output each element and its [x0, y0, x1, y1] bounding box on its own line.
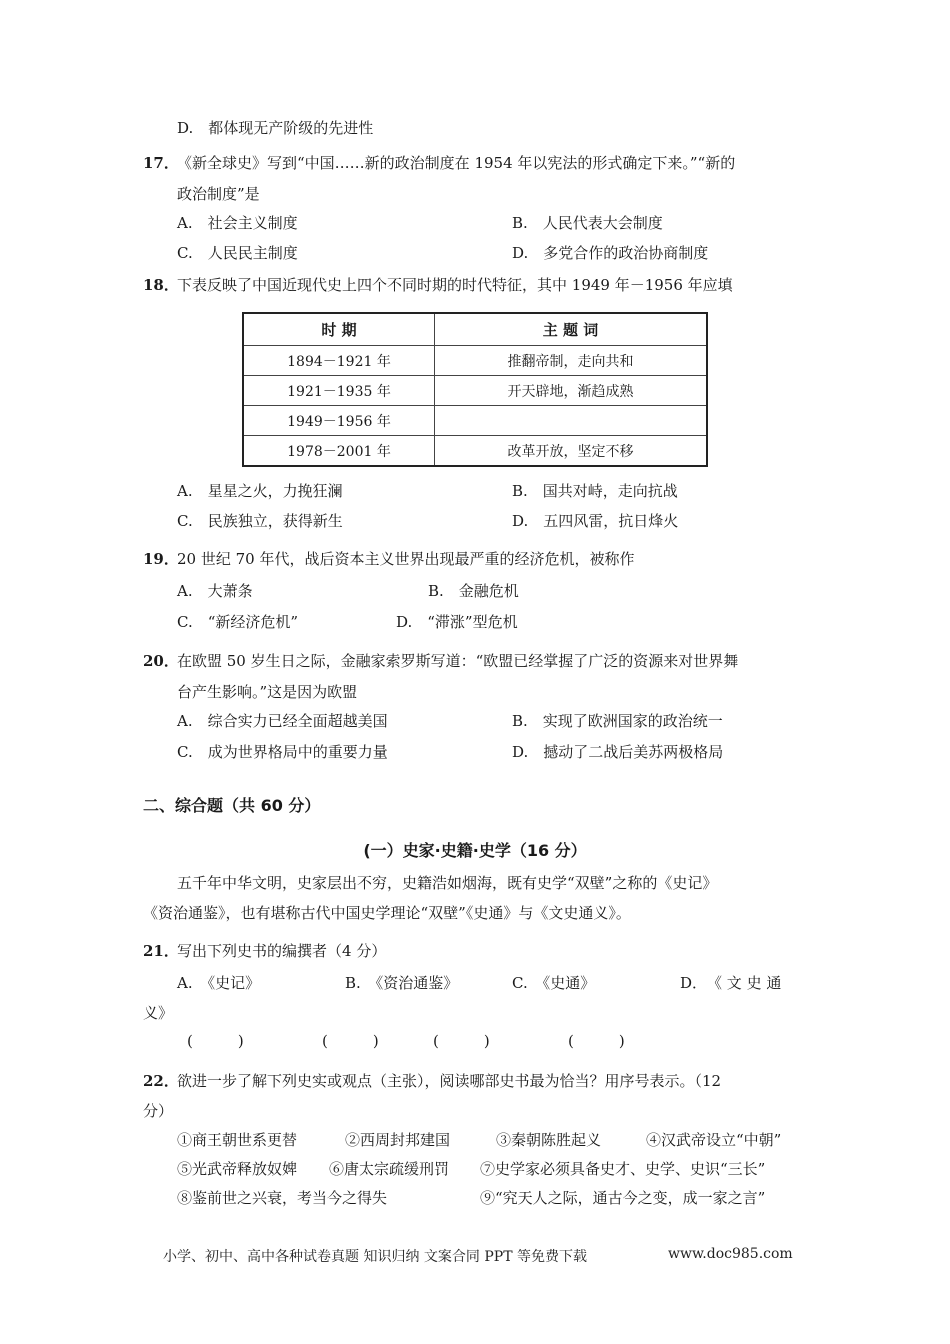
table-row: [243, 406, 707, 436]
q22-item: ⑧鉴前世之兴衰，考当今之得失: [177, 1189, 388, 1207]
q21-number: 21．: [143, 942, 179, 960]
q22-item: ④汉武帝设立“中朝”: [646, 1131, 782, 1149]
part-title: (一）史家·史籍·史学（16 分）: [363, 841, 587, 860]
q22-item: ⑥唐太宗疏缓刑罚: [329, 1160, 450, 1178]
q21-option-d: D． 《 文 史 通: [680, 974, 782, 992]
q20-option-d: D. 撼动了二战后美苏两极格局: [512, 743, 724, 761]
q18-option-d: D. 五四风雷，抗日烽火: [512, 512, 679, 530]
period-table: [242, 312, 708, 467]
q18-option-a: A. 星星之火，力挽狂澜: [177, 482, 343, 500]
q18-option-b: B. 国共对峙，走向抗战: [512, 482, 678, 500]
footer-url[interactable]: www.doc985.com: [668, 1246, 793, 1262]
q21-answer-blank-b[interactable]: ( ): [322, 1032, 379, 1050]
q21-option-b: B. 《资治通鉴》: [345, 974, 459, 992]
q22-item: ①商王朝世系更替: [177, 1131, 298, 1149]
table-cell-theme-blank: [435, 406, 708, 436]
q19-number: 19．: [143, 550, 179, 568]
q18-option-c: C. 民族独立，获得新生: [177, 512, 343, 530]
q20-option-c: C. 成为世界格局中的重要力量: [177, 743, 388, 761]
q22-item: ⑨“究天人之际，通古今之变，成一家之言”: [480, 1189, 766, 1207]
table-cell-period: 1978－2001 年: [243, 436, 435, 467]
q19-stem: 20 世纪 70 年代，战后资本主义世界出现最严重的经济危机，被称作: [177, 550, 635, 568]
q17-number: 17．: [143, 154, 179, 172]
q19-option-b: B. 金融危机: [428, 582, 519, 600]
q22-item: ⑤光武帝释放奴婢: [177, 1160, 298, 1178]
table-cell-period: 1921－1935 年: [243, 376, 435, 406]
q21-answer-blank-c[interactable]: ( ): [433, 1032, 490, 1050]
q17-option-d: D. 多党合作的政治协商制度: [512, 244, 709, 262]
q18-number: 18．: [143, 276, 179, 294]
table-header-period: 时 期: [243, 313, 435, 346]
q21-option-d-cont: 义》: [143, 1004, 174, 1022]
footer-text: 小学、初中、高中各种试卷真题 知识归纳 文案合同 PPT 等免费下载: [163, 1249, 587, 1265]
table-cell-theme: 推翻帝制，走向共和: [435, 346, 708, 376]
q17-stem-line2: 政治制度”是: [177, 185, 260, 203]
q21-stem: 写出下列史书的编撰者（4 分）: [177, 942, 387, 960]
q22-stem-line1: 欲进一步了解下列史实或观点（主张），阅读哪部史书最为恰当？用序号表示。（12: [177, 1072, 722, 1090]
q18-stem: 下表反映了中国近现代史上四个不同时期的时代特征，其中 1949 年－1956 年应填: [177, 276, 733, 294]
q19-option-a: A. 大萧条: [177, 582, 253, 600]
q17-option-c: C. 人民民主制度: [177, 244, 298, 262]
table-header-theme: 主 题 词: [435, 313, 708, 346]
q20-option-a: A. 综合实力已经全面超越美国: [177, 712, 388, 730]
table-row: [243, 376, 707, 406]
table-header-row: [243, 313, 707, 346]
q17-option-a: A. 社会主义制度: [177, 214, 298, 232]
table-row: [243, 436, 707, 467]
table-cell-period: 1949－1956 年: [243, 406, 435, 436]
section-title: 二、综合题（共 60 分）: [143, 796, 321, 815]
q21-option-c: C. 《史通》: [512, 974, 596, 992]
table-cell-theme: 改革开放，坚定不移: [435, 436, 708, 467]
q20-option-b: B. 实现了欧洲国家的政治统一: [512, 712, 723, 730]
q22-item: ⑦史学家必须具备史才、史学、史识“三长”: [480, 1160, 766, 1178]
q19-option-d: D. “滞涨”型危机: [396, 613, 518, 631]
q22-item: ③秦朝陈胜起义: [496, 1131, 602, 1149]
q21-option-a: A. 《史记》: [177, 974, 261, 992]
q21-answer-blank-d[interactable]: ( ): [568, 1032, 625, 1050]
q21-answer-blank-a[interactable]: ( ): [187, 1032, 244, 1050]
table-cell-period: 1894－1921 年: [243, 346, 435, 376]
q22-item: ②西周封邦建国: [345, 1131, 451, 1149]
q22-number: 22．: [143, 1072, 179, 1090]
q20-number: 20．: [143, 652, 179, 670]
table-cell-theme: 开天辟地，渐趋成熟: [435, 376, 708, 406]
q20-stem-line2: 台产生影响。”这是因为欧盟: [177, 683, 358, 701]
table-row: [243, 346, 707, 376]
q16-option-d: D. 都体现无产阶级的先进性: [177, 119, 374, 137]
q19-option-c: C. “新经济危机”: [177, 613, 299, 631]
q22-stem-line2: 分）: [143, 1102, 174, 1120]
part-intro-line2: 《资治通鉴》，也有堪称古代中国史学理论“双壁”《史通》与《文史通义》。: [143, 904, 631, 922]
q17-stem-line1: 《新全球史》写到“中国……新的政治制度在 1954 年以宪法的形式确定下来。”“新的: [177, 154, 736, 172]
q17-option-b: B. 人民代表大会制度: [512, 214, 663, 232]
part-intro-line1: 五千年中华文明，史家层出不穷，史籍浩如烟海，既有史学“双壁”之称的《史记》: [177, 874, 718, 892]
q20-stem-line1: 在欧盟 50 岁生日之际，金融家索罗斯写道：“欧盟已经掌握了广泛的资源来对世界舞: [177, 652, 739, 670]
